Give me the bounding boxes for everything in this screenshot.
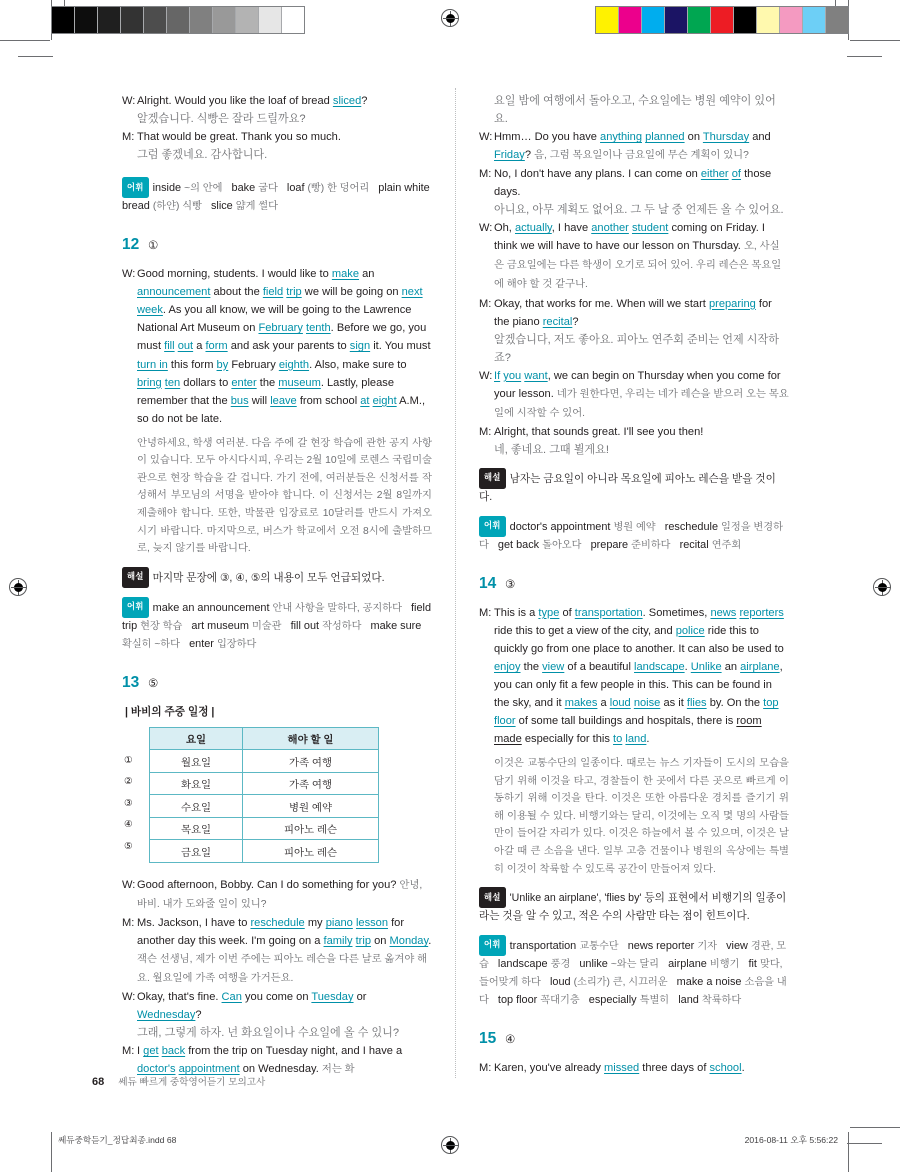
- book-title: 쎄듀 빠르게 중학영어듣기 모의고사: [118, 1077, 266, 1088]
- dialog-text: Ms. Jackson, I have to reschedule my piano lesson for another day this week. I'm going on a family trip on Monday. 잭슨 선생님, 제가 이번 주에는 피아노 레슨을 다른 날로 옮겨야 해요. 월요일에 가족 여행을 가거든요.: [137, 916, 432, 985]
- previous-question-dialog: [122, 92, 432, 164]
- gray-swatch: [282, 7, 304, 33]
- dialog-translation: 네, 좋네요. 그때 뵐게요!: [494, 443, 609, 456]
- speaker-label: M:: [479, 1061, 492, 1074]
- schedule-table-wrapper: [124, 727, 432, 863]
- crop-mark-br2-h: [847, 1143, 882, 1144]
- gray-swatch: [213, 7, 236, 33]
- cell-task: 피아노 레슨: [243, 840, 379, 863]
- color-swatch: [826, 7, 848, 33]
- dialog-translation: 그럼 좋겠네요. 감사합니다.: [137, 149, 268, 162]
- dialog-line: [122, 988, 432, 1024]
- column-header-day: 요일: [150, 727, 243, 750]
- dialog-text: Okay, that works for me. When will we start preparing for the piano recital?: [494, 297, 772, 328]
- gray-swatch: [75, 7, 98, 33]
- dialog-13-part2: [479, 92, 789, 459]
- speaker-label: M:: [122, 1045, 135, 1058]
- question-answer: ④: [505, 1033, 516, 1046]
- explanation-text: 마지막 문장에 ③, ④, ⑤의 내용이 모두 언급되었다.: [152, 571, 385, 584]
- registration-mark-left: [9, 578, 27, 596]
- dialog-text: I get back from the trip on Tuesday night, and I have a doctor's appointment on Wednesday. 저는 화: [137, 1045, 403, 1076]
- dialog-text: That would be great. Thank you so much.: [137, 131, 341, 144]
- dialog-text: Hmm… Do you have anything planned on Thursday and Friday? 음, 그럼 목요일이나 금요일에 무슨 계획이 있니?: [494, 131, 771, 162]
- file-slug-right: 2016-08-11 오후 5:56:22: [744, 1135, 838, 1145]
- dialog-line: [122, 92, 432, 110]
- explanation-badge: 해설: [479, 887, 506, 908]
- table-row: [150, 772, 379, 795]
- vocabulary-badge: 어휘: [479, 516, 506, 537]
- dialog-line: [122, 128, 432, 146]
- speaker-label: M:: [479, 297, 492, 310]
- dialog-13-part1: [122, 876, 432, 1080]
- table-row: [150, 817, 379, 840]
- color-swatch: [803, 7, 826, 33]
- question-header-13: [122, 674, 432, 692]
- explanation-text: 'Unlike an airplane', 'flies by' 등의 표현에서 비행기의 일종이라는 것을 알 수 있고, 적은 수의 사람만 타는 점이 힌트이다.: [479, 892, 787, 923]
- spacer: [122, 110, 137, 128]
- cell-day: 월요일: [150, 750, 243, 773]
- dialog-translation: 요일 밤에 여행에서 돌아오고, 수요일에는 병원 예약이 있어요.: [494, 95, 776, 126]
- cell-day: 수요일: [150, 795, 243, 818]
- script-text: Karen, you've already missed three days of school.: [494, 1061, 745, 1074]
- dialog-line: [479, 423, 789, 441]
- dialog-line: [479, 128, 789, 165]
- dialog-translation: 알겠습니다. 식빵은 잘라 드릴까요?: [137, 113, 306, 126]
- speaker-label: M:: [479, 606, 492, 619]
- dialog-translation-row: [122, 146, 432, 164]
- dialog-translation: 알겠습니다, 저도 좋아요. 피아노 연주회 준비는 언제 시작하죠?: [494, 333, 779, 364]
- row-marker: ⑤: [124, 840, 133, 852]
- vocabulary-block-13: 어휘 doctor's appointment 병원 예약 reschedule 일정을 변경하다 get back 돌아오다 prepare 준비하다 recital 연주회: [479, 516, 789, 555]
- question-number: 14: [479, 574, 497, 592]
- question-number: 12: [122, 236, 140, 254]
- dialog-line: [479, 165, 789, 201]
- script-text: This is a type of transportation. Sometimes, news reporters ride this to get a view of the city, and police ride this to quickly go from one place to another. It can also be used to enjoy the view of a beautiful landscape. Unlike an airplane, you can only fit a few people in this. This can be found in the sky, and it makes a loud noise as it flies by. On the top floor of some tall buildings and hospitals, there is room made especially for this to land.: [494, 606, 784, 746]
- page-number: 68: [92, 1076, 105, 1088]
- explanation-badge: 해설: [122, 567, 149, 588]
- dialog-line: [122, 914, 432, 988]
- registration-mark-right: [873, 578, 891, 596]
- crop-mark-tl-h: [0, 40, 50, 41]
- vocabulary-block: 어휘 inside ~의 안에 bake 굽다 loaf (빵) 한 덩어리 plain white bread (하얀) 식빵 slice 얇게 썰다: [122, 177, 432, 216]
- script-line-12: [122, 265, 432, 427]
- cell-task: 병원 예약: [243, 795, 379, 818]
- row-marker: ①: [124, 754, 133, 766]
- question-header-15: [479, 1030, 789, 1048]
- left-column: [122, 92, 432, 1079]
- dialog-translation: 아니요, 아무 계획도 없어요. 그 두 날 중 언제든 올 수 있어요.: [494, 204, 784, 217]
- speaker-label: W:: [479, 222, 493, 235]
- color-swatch: [734, 7, 757, 33]
- explanation-block-14: [479, 887, 789, 926]
- color-swatch: [780, 7, 803, 33]
- question-number: 15: [479, 1029, 497, 1047]
- cmyk-color-bar: [595, 6, 849, 34]
- speaker-label: W:: [122, 878, 136, 891]
- vocabulary-badge: 어휘: [122, 177, 149, 198]
- cell-task: 가족 여행: [243, 750, 379, 773]
- table-header-row: [150, 727, 379, 750]
- table-row: [150, 750, 379, 773]
- gray-swatch: [167, 7, 190, 33]
- speaker-label: W:: [479, 131, 493, 144]
- file-slug-left: 쎄듀중학듣기_정답최종.indd 68: [58, 1135, 177, 1145]
- speaker-label: M:: [479, 168, 492, 181]
- dialog-text: Okay, that's fine. Can you come on Tuesday or Wednesday?: [137, 991, 367, 1022]
- explanation-text: 남자는 금요일이 아니라 목요일에 피아노 레슨을 받을 것이다.: [479, 472, 776, 504]
- color-swatch: [757, 7, 780, 33]
- spacer: [479, 201, 494, 219]
- gray-swatch: [98, 7, 121, 33]
- script-line-15: [479, 1059, 789, 1077]
- color-swatch: [596, 7, 619, 33]
- question-header-12: [122, 236, 432, 254]
- crop-mark-tr2-h: [847, 56, 882, 57]
- dialog-translation-row: [479, 331, 789, 367]
- right-column: [479, 92, 789, 1077]
- row-marker: ③: [124, 797, 133, 809]
- question-header-14: [479, 575, 789, 593]
- question-answer: ⑤: [148, 677, 159, 690]
- dialog-translation-row: [479, 92, 789, 128]
- question-number: 13: [122, 673, 140, 691]
- question-answer: ①: [148, 240, 159, 253]
- cell-task: 가족 여행: [243, 772, 379, 795]
- dialog-translation-row: [479, 441, 789, 459]
- dialog-translation-row: [479, 201, 789, 219]
- dialog-text: Alright, that sounds great. I'll see you then!: [494, 425, 704, 438]
- table-caption: | 바비의 주중 일정 |: [125, 705, 215, 718]
- explanation-block-13: [479, 468, 789, 507]
- schedule-table: [149, 727, 379, 863]
- table-row: [150, 840, 379, 863]
- vocabulary-block-12: 어휘 make an announcement 안내 사항을 말하다, 공지하다 field trip 현장 학습 art museum 미술관 fill out 작성하다 make sure 확실히 ~하다 enter 입장하다: [122, 597, 432, 654]
- column-divider: [455, 88, 456, 1078]
- vocabulary-badge: 어휘: [122, 597, 149, 618]
- gray-swatch: [190, 7, 213, 33]
- dialog-text: No, I don't have any plans. I can come on either of those days.: [494, 168, 772, 199]
- explanation-badge: 해설: [479, 468, 506, 489]
- registration-mark-bottom: [441, 1136, 459, 1154]
- explanation-block-12: [122, 567, 432, 588]
- crop-mark-tr-h: [850, 40, 900, 41]
- table-row-markers: [124, 727, 149, 858]
- dialog-line: [479, 367, 789, 423]
- spacer: [479, 331, 494, 367]
- script-translation-14: 이것은 교통수단의 일종이다. 때로는 뉴스 기자들이 도시의 모습을 담기 위해 이것을 타고, 경찰들이 한 곳에서 다른 곳으로 빠르게 이동하기 위해 이것을 탄다. 이것은 또한 아름다운 경치를 즐기기 위해 이용될 수 있다. 비행기와는 달리, 이것에는 오직 몇 명의 사람들만이 들어갈 자리가 있다. 이것은 하늘에서 볼 수 있으며, 이것은 날아갈 때 큰 소음을 낸다. 일부 고층 건물이나 병원의 옥상에는 특별히 이것이 착륙할 수 있도록 공간이 만들어져 있다.: [494, 758, 789, 875]
- color-swatch: [619, 7, 642, 33]
- color-swatch: [642, 7, 665, 33]
- script-text: Good morning, students. I would like to make an announcement about the field trip we will be going on next week. As you all know, we will be going to the Lawrence National Art Museum on February tenth. Before we go, you must fill out a form and ask your parents to sign it. You must turn in this form by February eighth. Also, make sure to bring ten dollars to enter the museum. Lastly, please remember that the bus will leave from school at eight A.M., so do not be late.: [137, 268, 431, 425]
- dialog-translation: 그래, 그렇게 하자. 넌 화요일이나 수요일에 올 수 있니?: [137, 1027, 400, 1040]
- grayscale-color-bar: [51, 6, 305, 34]
- gray-swatch: [236, 7, 259, 33]
- table-row: [150, 795, 379, 818]
- vocabulary-block-14: 어휘 transportation 교통수단 news reporter 기자 view 경관, 모습 landscape 풍경 unlike ~와는 달리 airplane 비행기 fit 맞다, 들어맞게 하다 loud (소리가) 큰, 시끄러운 make a noise 소음을 내다 top floor 꼭대기층 especially 특별히 land 착륙하다: [479, 935, 789, 1010]
- speaker-label: W:: [122, 95, 136, 107]
- cell-day: 금요일: [150, 840, 243, 863]
- speaker-label: W:: [122, 991, 136, 1004]
- dialog-text: If you want, we can begin on Thursday when you come for your lesson. 네가 원한다면, 우리는 네가 레슨을 받으러 오는 목요일에 시작할 수 있어.: [494, 369, 789, 419]
- dialog-text: Good afternoon, Bobby. Can I do something for you? 안녕, 바비. 내가 도와줄 일이 있니?: [137, 878, 423, 910]
- dialog-line: [479, 295, 789, 331]
- dialog-text: Alright. Would you like the loaf of bread sliced?: [137, 95, 368, 107]
- speaker-label: M:: [479, 425, 492, 438]
- gray-swatch: [144, 7, 167, 33]
- dialog-line: [479, 219, 789, 294]
- registration-mark-top: [441, 9, 459, 27]
- dialog-text: Oh, actually, I have another student coming on Friday. I think we will have to have our lesson on Thursday. 오, 사실은 금요일에는 다른 학생이 오기로 되어 있어. 우리 레슨은 목요일에 해야 할 것 같구나.: [494, 222, 782, 291]
- row-marker: ②: [124, 776, 133, 788]
- speaker-label: M:: [122, 131, 135, 144]
- spacer: [122, 146, 137, 164]
- dialog-translation-row: [122, 110, 432, 128]
- spacer: [122, 1024, 137, 1042]
- script-translation-12: 안녕하세요, 학생 여러분. 다음 주에 갈 현장 학습에 관한 공지 사항이 있습니다. 모두 아시다시피, 우리는 2월 10일에 로렌스 국립미술관으로 현장 학습을 갈 겁니다. 가기 전에, 여러분들은 신청서를 작성해서 부모님의 서명을 받아야 합니다. 이 신청서는 2월 8일까지 제출해야 합니다. 또한, 박물관 입장료로 10달러를 반드시 가져오시기 바랍니다. 마지막으로, 버스가 학교에서 오전 8시에 출발하므로, 늦지 않기를 바랍니다.: [137, 437, 432, 555]
- gray-swatch: [52, 7, 75, 33]
- color-swatch: [711, 7, 734, 33]
- crop-mark-br-h: [850, 1127, 900, 1128]
- cell-day: 목요일: [150, 817, 243, 840]
- cell-task: 피아노 레슨: [243, 817, 379, 840]
- dialog-translation-row: [122, 1024, 432, 1042]
- speaker-label: W:: [122, 268, 136, 281]
- color-swatch: [688, 7, 711, 33]
- question-answer: ③: [505, 578, 516, 591]
- gray-swatch: [121, 7, 144, 33]
- speaker-label: W:: [479, 369, 493, 382]
- column-header-task: 해야 할 일: [243, 727, 379, 750]
- dialog-line: [122, 876, 432, 914]
- gray-swatch: [259, 7, 282, 33]
- script-line-14: [479, 604, 789, 748]
- color-swatch: [665, 7, 688, 33]
- page-footer: [92, 1074, 265, 1088]
- spacer: [479, 441, 494, 459]
- spacer: [479, 92, 494, 128]
- crop-mark-br-v: [848, 1132, 849, 1172]
- cell-day: 화요일: [150, 772, 243, 795]
- crop-mark-bl-v: [51, 1132, 52, 1172]
- row-marker: ④: [124, 819, 133, 831]
- crop-mark-tl2-h: [18, 56, 53, 57]
- speaker-label: M:: [122, 916, 135, 929]
- vocabulary-badge: 어휘: [479, 935, 506, 956]
